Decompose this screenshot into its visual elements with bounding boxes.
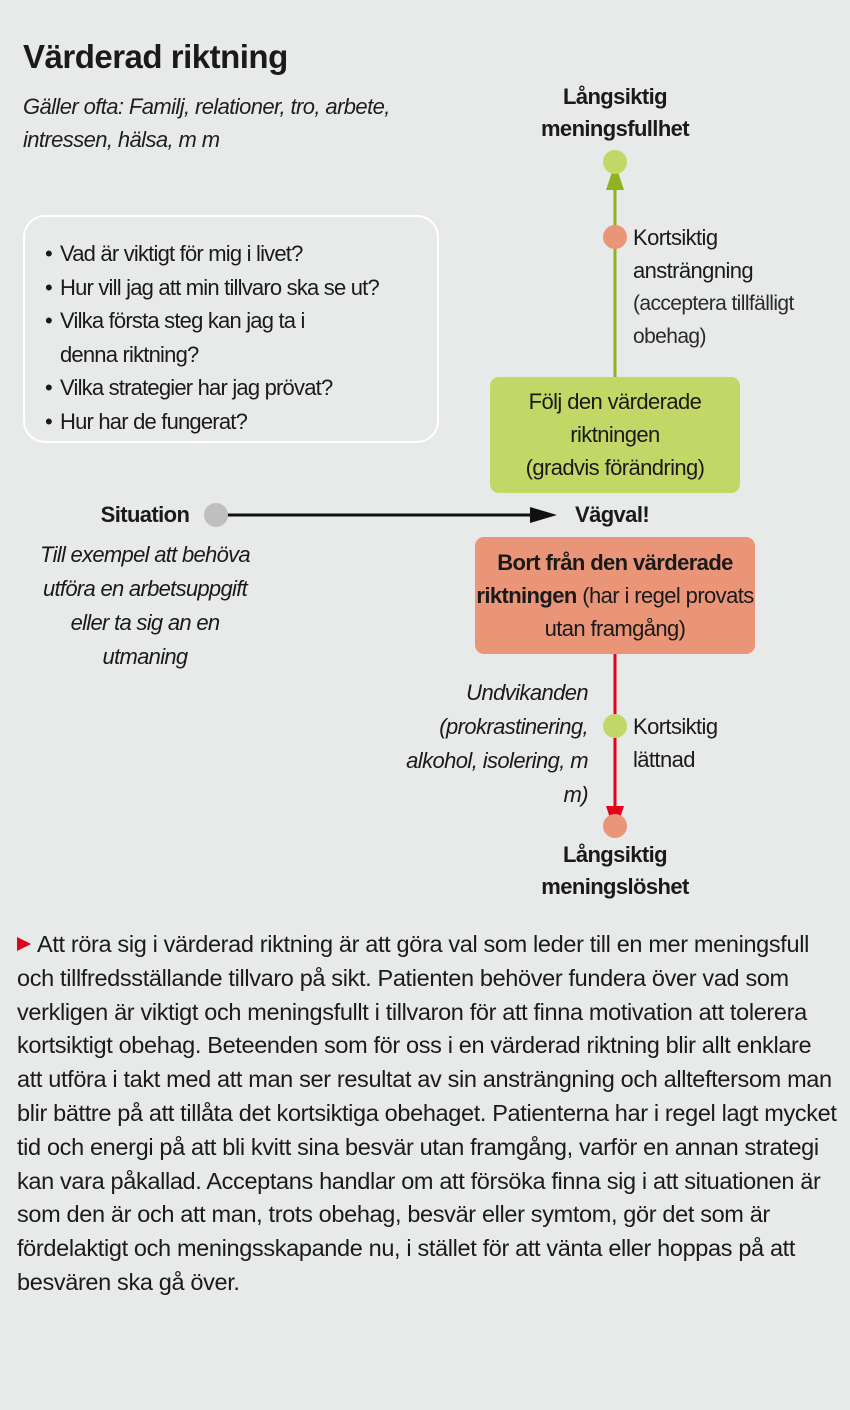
- short-term-effort-dot: [603, 225, 627, 249]
- follow-line1: Följ den värderade: [528, 389, 702, 414]
- situation-dot: [204, 503, 228, 527]
- bullet-icon: •: [45, 274, 52, 300]
- bullet-icon: •: [45, 375, 52, 400]
- bottom-goal-label: [515, 839, 715, 903]
- relief-line2: lättnad: [633, 747, 695, 772]
- bullet-icon: •: [45, 408, 52, 434]
- question-text: Hur vill jag att min tillvaro ska se ut?: [60, 274, 379, 300]
- question-text: Vad är viktigt för mig i livet?: [60, 241, 303, 266]
- effort-line3: (acceptera tillfälligt: [633, 292, 794, 315]
- short-term-relief-label: [633, 710, 717, 776]
- short-term-relief-dot: [603, 714, 627, 738]
- effort-line2: ansträngning: [633, 258, 754, 283]
- away-bold-text: Bort från den värderade riktningen: [476, 550, 733, 608]
- top-goal-label: [515, 81, 715, 145]
- top-goal-line2: meningsfullhet: [540, 116, 690, 141]
- question-text: Vilka första steg kan jag ta i denna riktning?: [60, 308, 305, 367]
- bottom-goal-line1: Långsiktig: [562, 842, 667, 867]
- situation-arrow-head-icon: [530, 507, 557, 523]
- body-paragraph: [17, 928, 837, 1300]
- page-subtitle: Gäller ofta: Familj, relationer, tro, arbete, intressen, hälsa, m m: [23, 94, 390, 152]
- bottom-goal-dot: [603, 814, 627, 838]
- situation-label: Situation: [100, 502, 190, 527]
- top-goal-dot: [603, 150, 627, 174]
- question-text: Hur har de fungerat?: [60, 408, 248, 434]
- follow-line3: (gradvis förändring): [525, 455, 705, 480]
- effort-line1: Kortsiktig: [633, 225, 718, 250]
- situation-description: Till exempel att behöva utföra en arbetsuppgift eller ta sig an en utmaning: [40, 542, 250, 669]
- top-goal-line1: Långsiktig: [562, 84, 667, 109]
- follow-direction-box: [490, 377, 740, 493]
- follow-line2: riktningen: [570, 422, 660, 447]
- page-title: Värderad riktning: [23, 38, 288, 75]
- choice-label: Vägval!: [575, 502, 650, 527]
- away-direction-box: [475, 537, 755, 654]
- bullet-icon: •: [45, 241, 52, 266]
- body-paragraph-text: Att röra sig i värderad riktning är att göra val som leder till en mer meningsfull och tillfredsställande tillvaro på sikt. Patienten behöver fundera över vad som verkligen är viktigt och meningsfullt i tillvaron för att finna motivation att tolerera kortsiktigt obehag. Beteenden som för oss i en värderad riktning blir allt enklare att utföra i takt med att man ser resultat av sin ansträngning och allteftersom man blir bättre på att tillåta det kortsiktiga obehaget. Patienterna har i regel lagt mycket tid och energi på att bli kvitt sina besvär utan framgång, varför en annan strategi kan vara påkallad. Acceptans handlar om att försöka finna sig i att situationen är som den är och att man, trots obehag, besvär eller symtom, gör det som är fördelaktigt och meningsskapande nu, i stället för att vänta eller hoppas på att besvären ska gå över.: [17, 931, 837, 1295]
- avoidance-description: Undvikanden (prokrastinering, alkohol, isolering, m m): [406, 680, 588, 807]
- relief-line1: Kortsiktig: [633, 714, 718, 739]
- away-regular-text: (har i regel provats utan framgång): [544, 583, 754, 641]
- question-text: Vilka strategier har jag prövat?: [60, 375, 333, 400]
- bullet-icon: •: [45, 308, 52, 333]
- triangle-marker-icon: [17, 937, 31, 951]
- bottom-goal-line2: meningslöshet: [541, 874, 689, 899]
- effort-line4: obehag): [633, 325, 706, 348]
- short-term-effort-label: [633, 221, 794, 353]
